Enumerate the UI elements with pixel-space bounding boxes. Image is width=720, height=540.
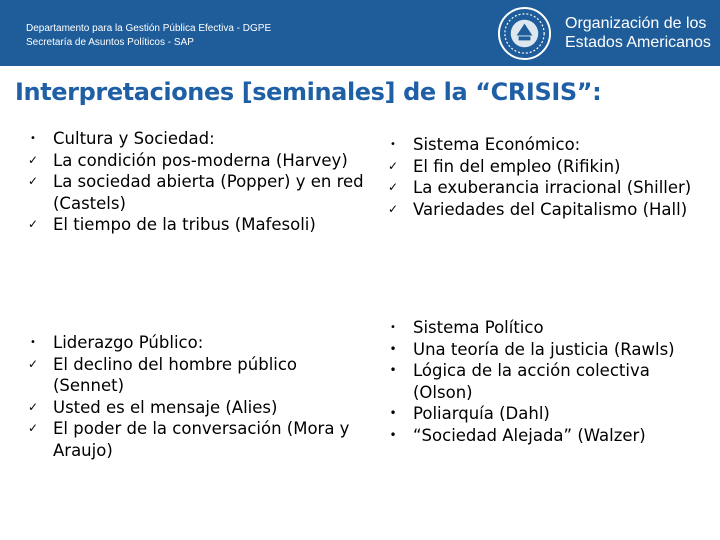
list-item <box>386 339 711 361</box>
list-item <box>386 403 711 425</box>
list-item <box>386 199 711 221</box>
item-text: El fin del empleo (Rifikin) <box>413 156 621 176</box>
list-heading <box>26 332 364 354</box>
item-text: El poder de la conversación (Mora y Araujo) <box>53 419 350 460</box>
item-text: La exuberancia irracional (Shiller) <box>413 178 692 197</box>
list-item <box>26 150 364 172</box>
list-item <box>26 354 364 397</box>
checkmark-icon: ✓ <box>387 180 399 194</box>
department-line-2: Secretaría de Asuntos Políticos - SAP <box>26 37 194 48</box>
item-text: Poliarquía (Dahl) <box>413 404 550 423</box>
checkmark-icon: ✓ <box>27 217 39 231</box>
list-item <box>386 177 711 199</box>
list-liderazgo <box>26 332 364 461</box>
bullet-icon: • <box>30 133 36 144</box>
list-heading <box>26 128 364 150</box>
bullet-icon: • <box>390 139 396 150</box>
item-text: El declino del hombre público (Sennet) <box>53 354 298 395</box>
heading-text: Cultura y Sociedad: <box>53 129 215 148</box>
item-text: Usted es el mensaje (Alies) <box>53 397 278 417</box>
list-item <box>26 214 364 236</box>
item-text: El tiempo de la tribus (Mafesoli) <box>53 215 316 234</box>
checkmark-icon: ✓ <box>27 421 39 435</box>
bullet-icon: • <box>30 337 36 348</box>
list-heading <box>386 317 711 339</box>
checkmark-icon: ✓ <box>387 158 399 173</box>
item-text: Lógica de la acción colectiva (Olson) <box>413 361 650 402</box>
heading-text: Sistema Económico: <box>413 135 581 154</box>
list-item <box>386 360 711 403</box>
heading-text: Liderazgo Público: <box>53 333 204 352</box>
bullet-icon: • <box>389 363 397 377</box>
list-economico <box>386 134 711 220</box>
checkmark-icon: ✓ <box>27 399 39 414</box>
checkmark-icon: ✓ <box>27 356 39 371</box>
bullet-icon: • <box>389 406 397 420</box>
list-heading <box>386 134 711 156</box>
checkmark-icon: ✓ <box>27 152 39 167</box>
list-item <box>26 397 364 419</box>
item-text: Una teoría de la justicia (Rawls) <box>413 339 675 359</box>
list-item <box>386 156 711 178</box>
oas-seal-icon <box>497 6 552 61</box>
organization-line-2: Estados Americanos <box>565 34 711 51</box>
bullet-icon: • <box>389 341 397 356</box>
checkmark-icon: ✓ <box>27 174 39 188</box>
organization-name <box>565 14 711 52</box>
department-label <box>26 22 271 50</box>
item-text: Variedades del Capitalismo (Hall) <box>413 199 688 219</box>
bullet-icon: • <box>390 322 396 333</box>
bullet-icon: • <box>389 427 397 442</box>
checkmark-icon: ✓ <box>387 201 399 216</box>
list-politico <box>386 317 711 446</box>
organization-line-1: Organización de los <box>565 15 707 32</box>
item-text: La sociedad abierta (Popper) y en red (Castels) <box>53 172 364 213</box>
item-text: “Sociedad Alejada” (Walzer) <box>413 425 646 445</box>
list-item <box>386 425 711 447</box>
heading-text: Sistema Político <box>413 318 544 337</box>
item-text: La condición pos-moderna (Harvey) <box>53 150 348 170</box>
slide-title: Interpretaciones [seminales] de la “CRISIS”: <box>15 78 602 106</box>
header-bar <box>0 0 720 66</box>
list-cultura <box>26 128 364 236</box>
list-item <box>26 171 364 214</box>
list-item <box>26 418 364 461</box>
department-line-1: Departamento para la Gestión Pública Efectiva - DGPE <box>26 23 272 34</box>
